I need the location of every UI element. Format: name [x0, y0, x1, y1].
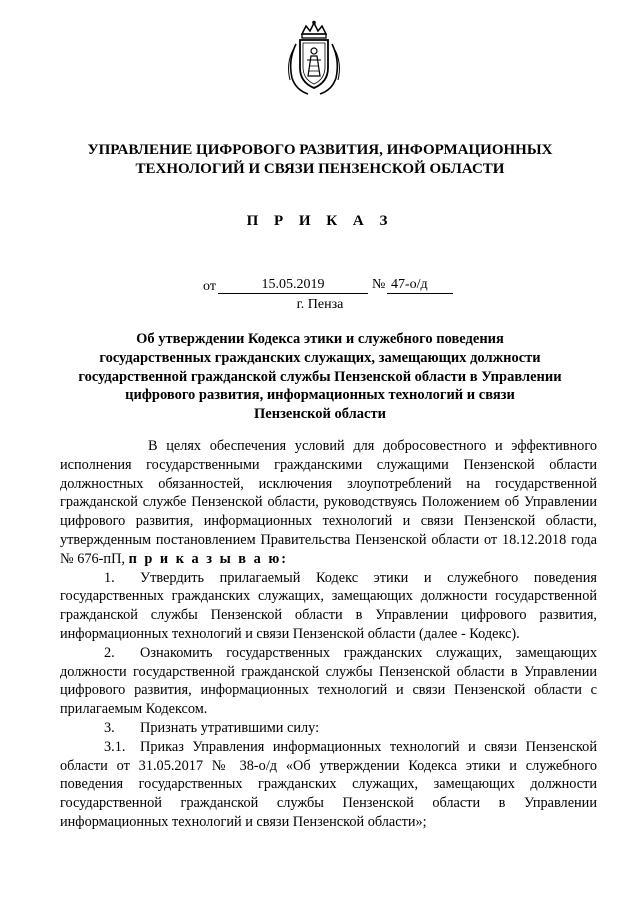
- order-date: 15.05.2019: [218, 276, 368, 294]
- order-meta: [0, 276, 640, 296]
- list-item: [60, 644, 597, 719]
- order-subject: [60, 330, 580, 424]
- intro-paragraph: [60, 437, 597, 569]
- item-text: Приказ Управления информационных технологий и связи Пензенской области от 31.05.2017 № 38-о/д «Об утверждении Кодекса этики и служебного поведения государственных гражданских служащих, замещающих должности государственной гражданской службы Пензенской области в Управлении информационных технологий и связи Пензенской области»;: [60, 738, 597, 830]
- intro-text: В целях обеспечения условий для добросовестного и эффективного исполнения государственными гражданскими служащими Пензенской области должностных обязанностей, исключения злоупотреблений на государственной гражданской службе Пензенской области, руководствуясь Положением об Управлении цифрового развития, информационных технологий и связи Пензенской области, утвержденным постановлением Правительства Пензенской области от 18.12.2018 года № 676-пП,: [60, 438, 597, 567]
- number-label: №: [372, 277, 386, 292]
- organization-name-line-2: ТЕХНОЛОГИЙ И СВЯЗИ ПЕНЗЕНСКОЙ ОБЛАСТИ: [135, 161, 505, 177]
- subject-line: цифрового развития, информационных технологий и связи: [125, 387, 515, 404]
- order-body: [60, 437, 597, 832]
- order-number: 47-о/д: [387, 276, 453, 294]
- organization-name-line-1: УПРАВЛЕНИЕ ЦИФРОВОГО РАЗВИТИЯ, ИНФОРМАЦИОННЫХ: [87, 142, 553, 158]
- item-number: 3.: [104, 719, 115, 736]
- item-text: Ознакомить государственных гражданских служащих, замещающих должности государственной гражданской службы Пензенской области в Управлении цифрового развития, информационных технологий и связи Пензенской области с прилагаемым Кодексом.: [60, 644, 597, 718]
- subject-line: Об утверждении Кодекса этики и служебного поведения: [136, 331, 504, 347]
- list-item: [60, 719, 597, 738]
- order-directive: п р и к а з ы в а ю:: [128, 550, 289, 567]
- item-number: 2.: [104, 644, 115, 661]
- city: г. Пенза: [296, 297, 344, 312]
- coat-of-arms-emblem: [282, 20, 346, 98]
- date-label: от: [203, 279, 216, 294]
- document-type-title: П Р И К А З: [246, 213, 394, 229]
- list-item: [60, 738, 597, 832]
- organization-name: [40, 141, 600, 179]
- item-text: Утвердить прилагаемый Кодекс этики и служебного поведения государственных гражданских служащих, замещающих должности государственной гражданской службы Пензенской области в Управлении цифрового развития, информационных технологий и связи Пензенской области (далее - Кодекс).: [60, 569, 597, 642]
- item-number: 1.: [104, 569, 115, 586]
- subject-line: государственной гражданской службы Пензенской области в Управлении: [78, 368, 562, 385]
- subject-line: государственных гражданских служащих, замещающих должности: [99, 349, 541, 366]
- item-text: Признать утратившими силу:: [140, 719, 320, 736]
- subject-line: Пензенской области: [254, 406, 386, 423]
- list-item: [60, 569, 597, 644]
- item-number: 3.1.: [104, 738, 126, 755]
